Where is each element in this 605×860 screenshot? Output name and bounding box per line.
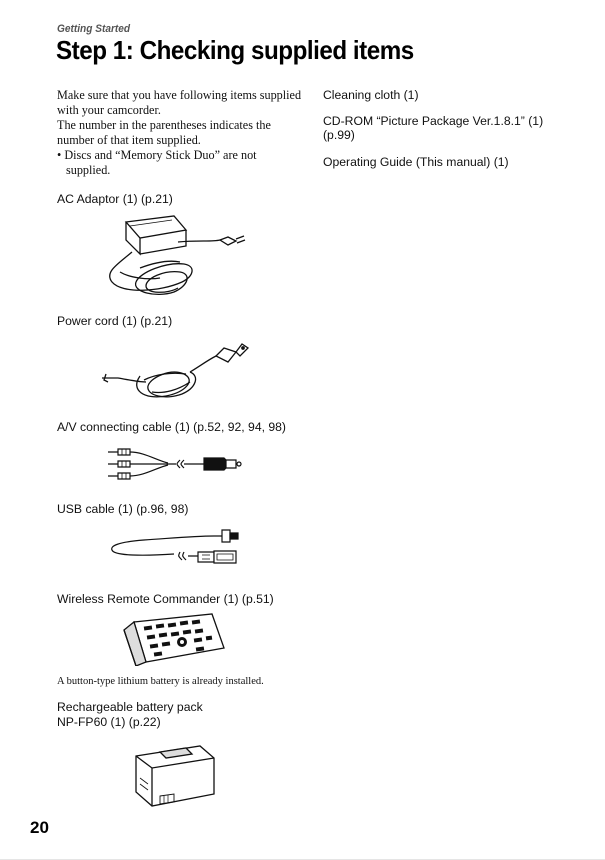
rca-plug-icon — [108, 473, 130, 479]
item-label-ac-adaptor: AC Adaptor (1) (p.21) — [57, 192, 173, 206]
remote-commander-illustration — [116, 612, 228, 666]
usb-cable-illustration — [104, 524, 244, 572]
intro-text — [57, 88, 302, 178]
av-cable-illustration — [104, 444, 244, 484]
item-label-usb-cable: USB cable (1) (p.96, 98) — [57, 502, 189, 516]
item-label-operating-guide: Operating Guide (This manual) (1) — [323, 155, 509, 169]
battery-pack-illustration — [130, 738, 220, 812]
intro-sentence: Make sure that you have following items supplied with your camcorder. — [57, 88, 302, 117]
intro-sentence: The number in the parentheses indicates the number of that item supplied. — [57, 118, 271, 147]
power-cord-illustration — [100, 334, 250, 406]
item-label-battery-model: NP-FP60 (1) (p.22) — [57, 715, 161, 729]
section-label: Getting Started — [57, 23, 131, 35]
item-label-remote-commander: Wireless Remote Commander (1) (p.51) — [57, 592, 274, 606]
item-label-av-cable: A/V connecting cable (1) (p.52, 92, 94, 98) — [57, 420, 286, 434]
item-label-battery-pack: Rechargeable battery pack — [57, 700, 203, 714]
intro-bullet: • Discs and “Memory Stick Duo” are not supplied. — [57, 148, 257, 177]
item-label-cleaning-cloth: Cleaning cloth (1) — [323, 88, 419, 102]
rca-plug-icon — [108, 461, 130, 467]
page-title: Step 1: Checking supplied items — [56, 35, 414, 65]
rca-plug-icon — [108, 449, 130, 455]
item-label-power-cord: Power cord (1) (p.21) — [57, 314, 173, 328]
page-number: 20 — [30, 818, 49, 837]
ac-adaptor-illustration — [100, 212, 250, 304]
item-label-cd-rom: CD-ROM “Picture Package Ver.1.8.1” (1) (p.99) — [323, 114, 544, 142]
remote-battery-note: A button-type lithium battery is already installed. — [57, 676, 264, 687]
